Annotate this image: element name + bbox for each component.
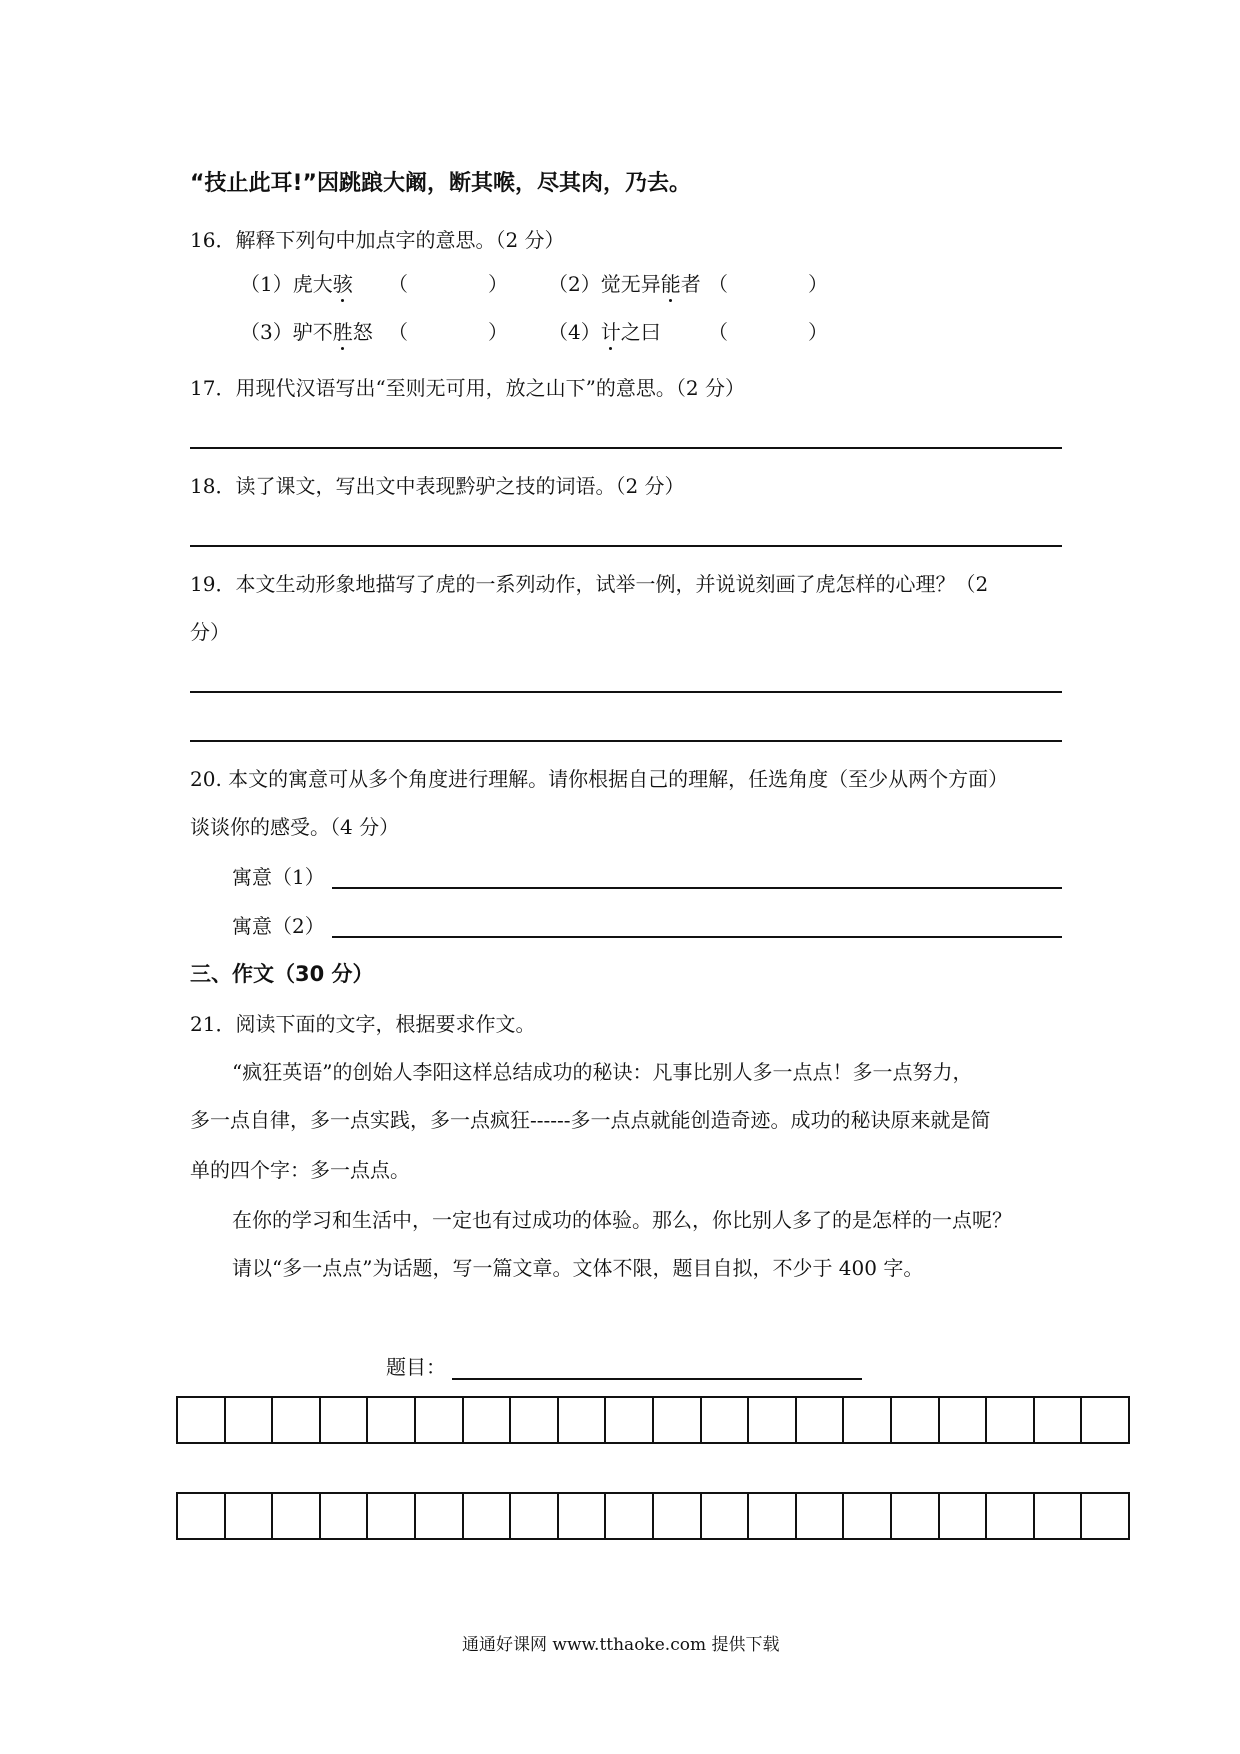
q17-answer-line[interactable] bbox=[190, 447, 1062, 449]
q18-answer-line[interactable] bbox=[190, 545, 1062, 547]
grid-cell[interactable] bbox=[749, 1494, 797, 1538]
question-21-title: 21．阅读下面的文字，根据要求作文。 bbox=[190, 1012, 536, 1036]
q21-paragraph-5: 请以“多一点点”为话题，写一篇文章。文体不限，题目自拟，不少于 400 字。 bbox=[232, 1256, 924, 1280]
grid-cell[interactable] bbox=[940, 1398, 988, 1442]
grid-cell[interactable] bbox=[226, 1494, 274, 1538]
grid-cell[interactable] bbox=[368, 1398, 416, 1442]
grid-cell[interactable] bbox=[416, 1494, 464, 1538]
grid-cell[interactable] bbox=[654, 1494, 702, 1538]
q16-item-3: （3）驴不胜怒 bbox=[240, 320, 373, 344]
q20-meaning-2-line[interactable] bbox=[332, 936, 1062, 938]
essay-title-line[interactable] bbox=[452, 1378, 862, 1380]
grid-cell[interactable] bbox=[273, 1398, 321, 1442]
grid-cell[interactable] bbox=[368, 1494, 416, 1538]
grid-cell[interactable] bbox=[321, 1494, 369, 1538]
grid-cell[interactable] bbox=[940, 1494, 988, 1538]
q16-item-4: （4）计之曰 bbox=[548, 320, 661, 344]
grid-cell[interactable] bbox=[892, 1494, 940, 1538]
grid-cell[interactable] bbox=[797, 1398, 845, 1442]
q16-item-3-blank[interactable]: （ ） bbox=[388, 320, 508, 344]
question-20-line-1: 20. 本文的寓意可从多个角度进行理解。请你根据自己的理解，任选角度（至少从两个方面） bbox=[190, 767, 1009, 791]
q16-item-1-blank[interactable]: （ ） bbox=[388, 272, 508, 296]
writing-grid-row-1[interactable] bbox=[176, 1396, 1130, 1444]
grid-cell[interactable] bbox=[559, 1494, 607, 1538]
grid-cell[interactable] bbox=[749, 1398, 797, 1442]
q16-item-1: （1）虎大骇 bbox=[240, 272, 353, 296]
grid-cell[interactable] bbox=[511, 1398, 559, 1442]
q21-paragraph-1: “疯狂英语”的创始人李阳这样总结成功的秘诀：凡事比别人多一点点！多一点努力， bbox=[232, 1060, 973, 1084]
grid-cell[interactable] bbox=[464, 1494, 512, 1538]
q21-paragraph-2: 多一点自律，多一点实践，多一点疯狂------多一点点就能创造奇迹。成功的秘诀原来就是简 bbox=[190, 1108, 991, 1132]
grid-cell[interactable] bbox=[178, 1494, 226, 1538]
q16-item-2: （2）觉无异能者 bbox=[548, 272, 701, 296]
q20-meaning-2-label: 寓意（2） bbox=[232, 914, 325, 938]
grid-cell[interactable] bbox=[797, 1494, 845, 1538]
q20-meaning-1-line[interactable] bbox=[332, 887, 1062, 889]
question-18: 18．读了课文，写出文中表现黔驴之技的词语。（2 分） bbox=[190, 474, 685, 498]
q16-item-4-blank[interactable]: （ ） bbox=[708, 320, 828, 344]
grid-cell[interactable] bbox=[273, 1494, 321, 1538]
passage-ending: “技止此耳!”因跳踉大阚，断其喉，尽其肉，乃去。 bbox=[190, 171, 691, 196]
q16-item-2-blank[interactable]: （ ） bbox=[708, 272, 828, 296]
grid-cell[interactable] bbox=[606, 1494, 654, 1538]
grid-cell[interactable] bbox=[1082, 1494, 1128, 1538]
section-3-heading: 三、作文（30 分） bbox=[190, 962, 374, 986]
grid-cell[interactable] bbox=[416, 1398, 464, 1442]
grid-cell[interactable] bbox=[559, 1398, 607, 1442]
grid-cell[interactable] bbox=[226, 1398, 274, 1442]
grid-cell[interactable] bbox=[987, 1494, 1035, 1538]
essay-title-label: 题目： bbox=[386, 1355, 446, 1379]
q19-answer-line-1[interactable] bbox=[190, 691, 1062, 693]
grid-cell[interactable] bbox=[606, 1398, 654, 1442]
grid-cell[interactable] bbox=[844, 1398, 892, 1442]
writing-grid-row-2[interactable] bbox=[176, 1492, 1130, 1540]
grid-cell[interactable] bbox=[1035, 1494, 1083, 1538]
q21-paragraph-4: 在你的学习和生活中，一定也有过成功的体验。那么，你比别人多了的是怎样的一点呢？ bbox=[232, 1208, 1012, 1232]
grid-cell[interactable] bbox=[1035, 1398, 1083, 1442]
q19-answer-line-2[interactable] bbox=[190, 740, 1062, 742]
grid-cell[interactable] bbox=[987, 1398, 1035, 1442]
grid-cell[interactable] bbox=[702, 1398, 750, 1442]
grid-cell[interactable] bbox=[321, 1398, 369, 1442]
q20-meaning-1-label: 寓意（1） bbox=[232, 865, 325, 889]
grid-cell[interactable] bbox=[1082, 1398, 1128, 1442]
grid-cell[interactable] bbox=[654, 1398, 702, 1442]
question-19-line-2: 分） bbox=[190, 620, 230, 644]
grid-cell[interactable] bbox=[464, 1398, 512, 1442]
grid-cell[interactable] bbox=[892, 1398, 940, 1442]
grid-cell[interactable] bbox=[702, 1494, 750, 1538]
page-footer: 通通好课网 www.tthaoke.com 提供下载 bbox=[462, 1635, 780, 1655]
question-19-line-1: 19．本文生动形象地描写了虎的一系列动作，试举一例，并说说刻画了虎怎样的心理？（2 bbox=[190, 572, 989, 596]
grid-cell[interactable] bbox=[178, 1398, 226, 1442]
question-17: 17．用现代汉语写出“至则无可用，放之山下”的意思。（2 分） bbox=[190, 376, 745, 400]
question-16-title: 16．解释下列句中加点字的意思。（2 分） bbox=[190, 228, 565, 252]
grid-cell[interactable] bbox=[844, 1494, 892, 1538]
question-20-line-2: 谈谈你的感受。（4 分） bbox=[190, 815, 400, 839]
grid-cell[interactable] bbox=[511, 1494, 559, 1538]
q21-paragraph-3: 单的四个字：多一点点。 bbox=[190, 1158, 410, 1182]
